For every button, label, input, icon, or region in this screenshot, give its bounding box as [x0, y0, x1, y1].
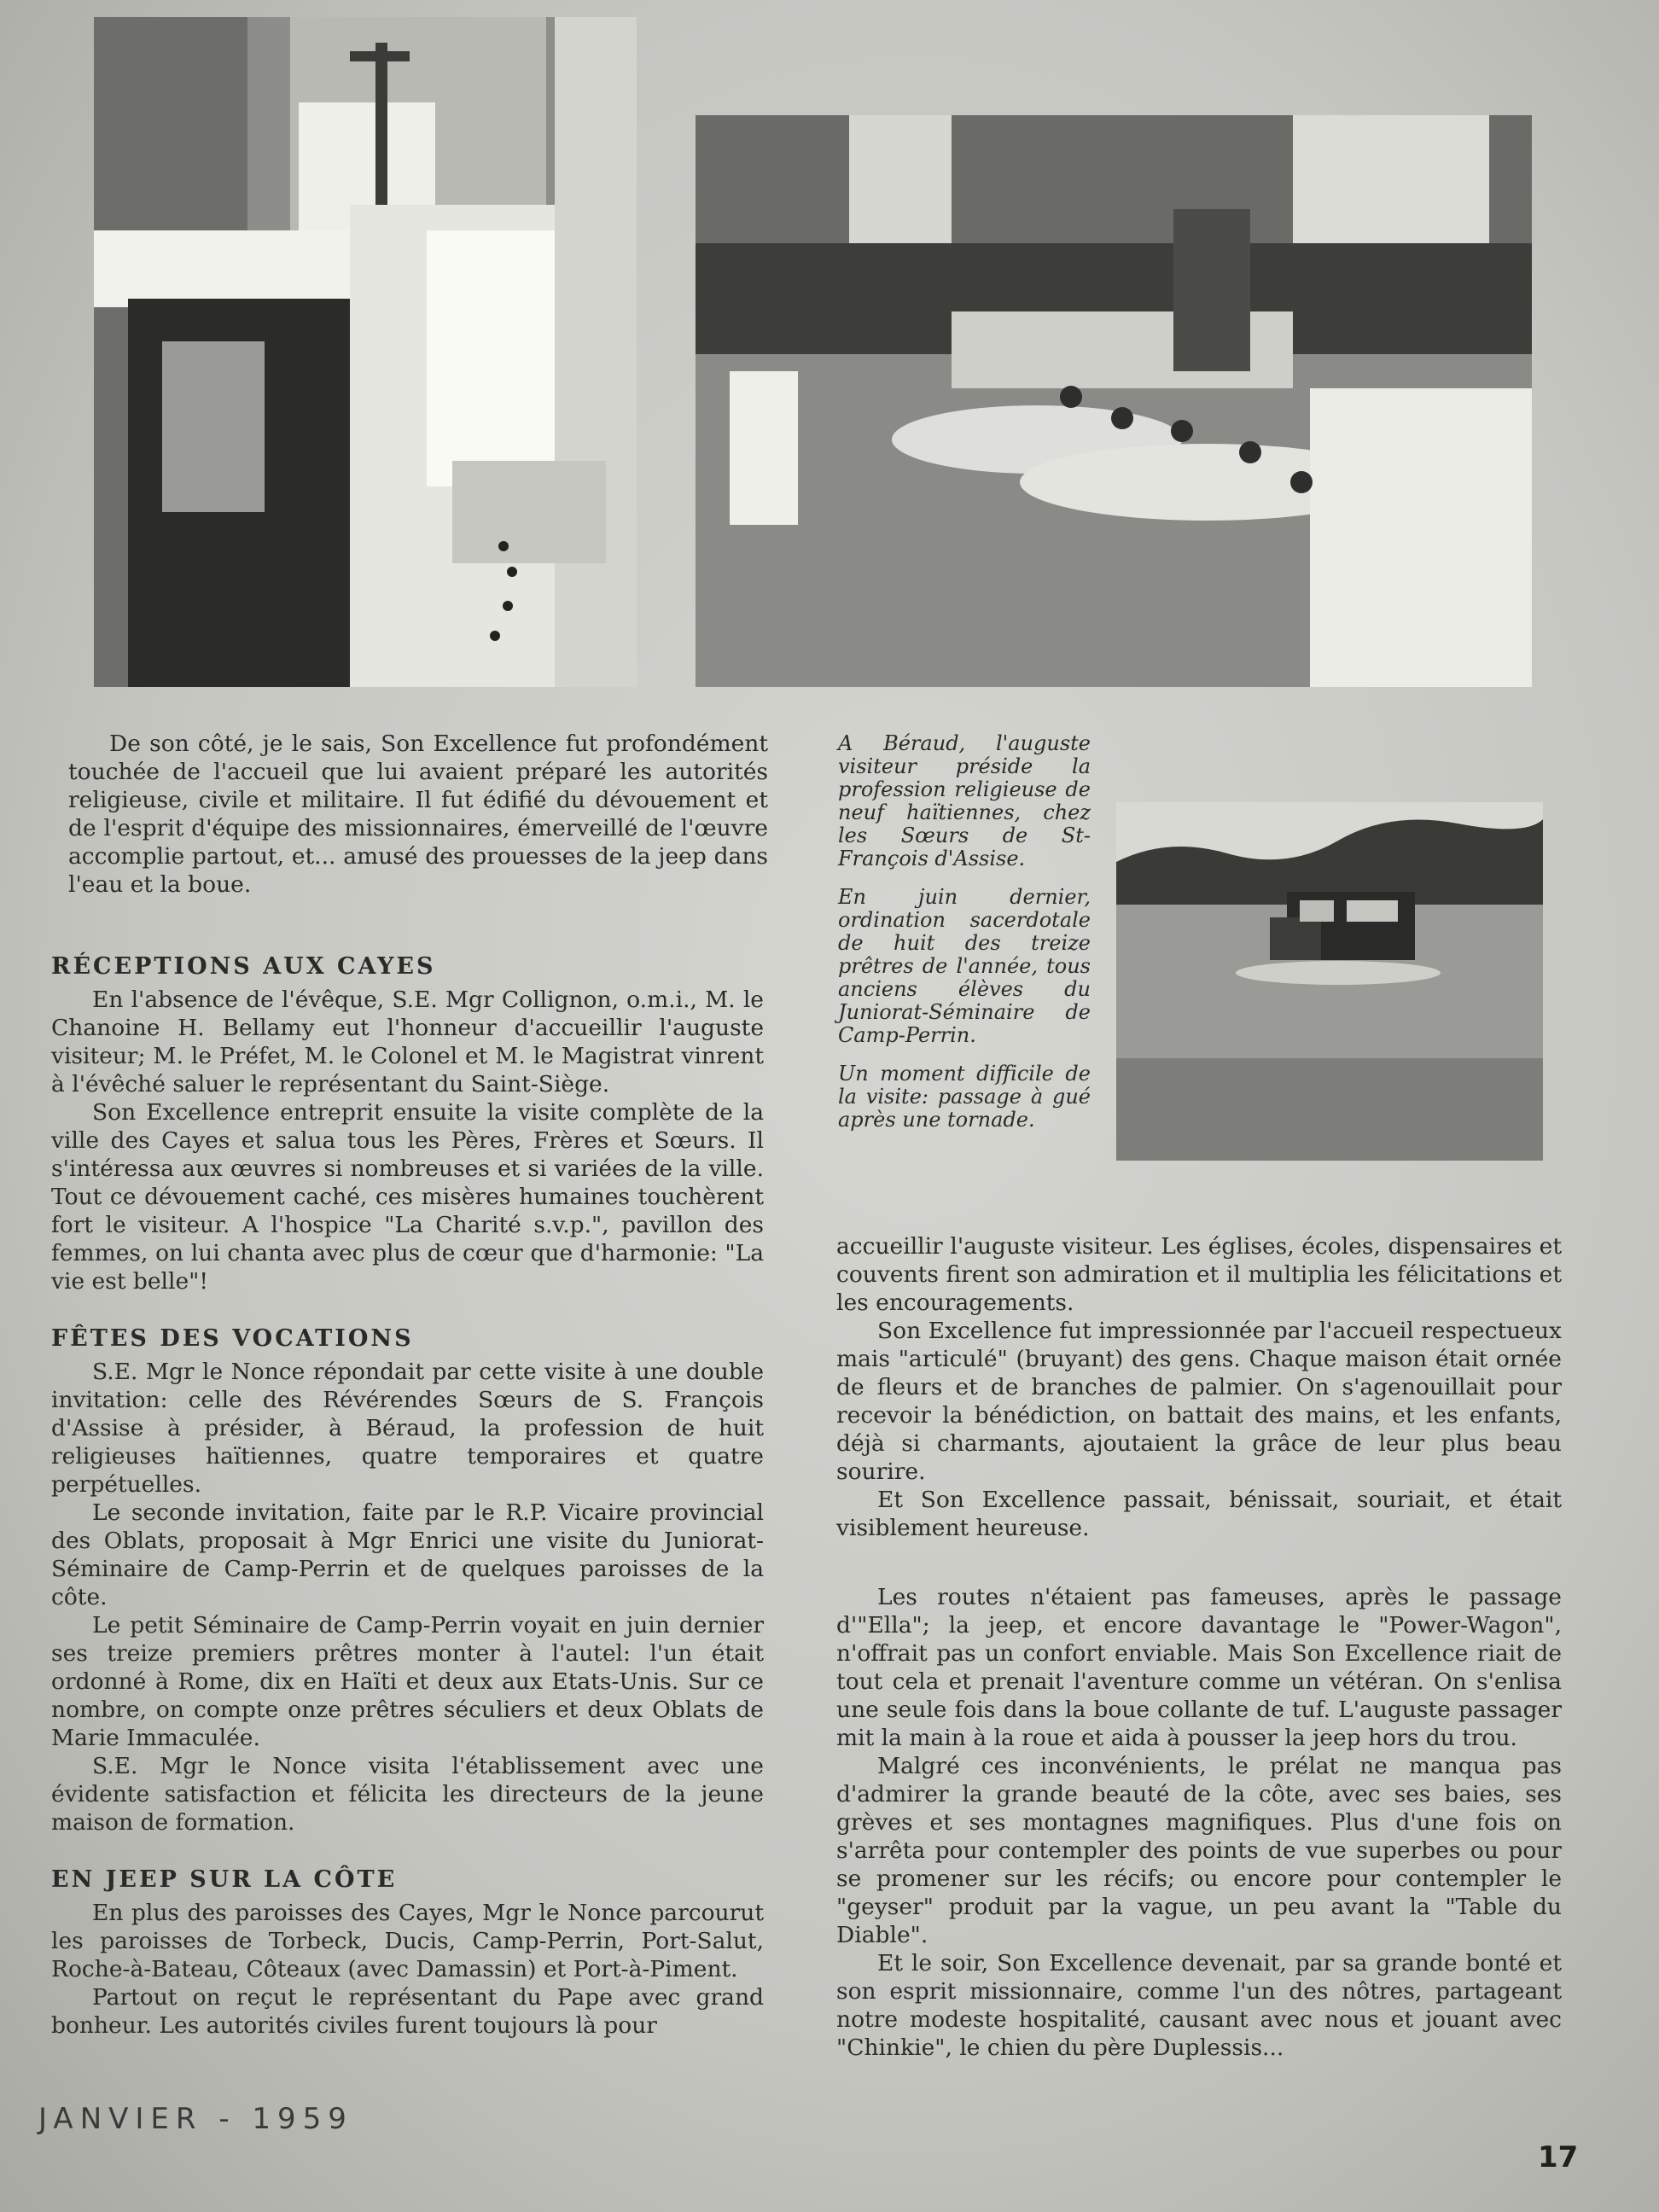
receptions-paragraph-1: En l'absence de l'évêque, S.E. Mgr Collignon, o.m.i., M. le Chanoine H. Bellamy eut l'honneur d'accueillir l'auguste visiteur; M. le Préfet, M. le Colonel et M. le Magistrat vinrent à l'évêché saluer le représentant du Saint-Siège.	[51, 987, 764, 1097]
right-column-lower	[836, 1583, 1562, 2062]
jeep-fording-water-photo	[1116, 802, 1543, 1161]
vocations-paragraph-3: Le petit Séminaire de Camp-Perrin voyait en juin dernier ses treize premiers prêtres monter à l'autel: l'un était ordonné à Rome, dix en Haïti et deux aux Etats-Unis. Sur ce nombre, on compte onze prêtres séculiers et deux Oblats de Marie Immaculée.	[51, 1612, 764, 1751]
section-heading-receptions: RÉCEPTIONS AUX CAYES	[51, 953, 436, 980]
intro-paragraph: De son côté, je le sais, Son Excellence fut profondément touchée de l'accueil que lui avaient préparé les autorités religieuse, civile et militaire. Il fut édifié du dévouement et de l'esprit d'équipe des missionnaires, émerveillé de l'œuvre accomplie partout, et... amusé des prouesses de la jeep dans l'eau et la boue.	[68, 731, 768, 898]
right-paragraph-5: Malgré ces inconvénients, le prélat ne manqua pas d'admirer la grande beauté de la côte, avec ses baies, ses grèves et ses montagnes magnifiques. Plus d'une fois on s'arrêta pour contempler des points de vue superbes ou pour se promener sur les récifs; ou encore pour contempler le "geyser" produit par la vague, un peu avant la "Table du Diable".	[836, 1753, 1562, 1948]
issue-date: JANVIER - 1959	[38, 2102, 353, 2136]
priest-at-altar-photo	[94, 17, 637, 687]
vocations-paragraph-2: Le seconde invitation, faite par le R.P. Vicaire provincial des Oblats, proposait à Mgr Enrici une visite du Juniorat-Séminaire de Camp-Perrin et de quelques paroisses de la côte.	[51, 1499, 764, 1610]
intro-text	[68, 730, 768, 899]
photo-captions	[838, 732, 1091, 1147]
caption-profession: A Béraud, l'auguste visiteur préside la profession religieuse de neuf haïtiennes, chez les Sœurs de St-François d'Assise.	[838, 731, 1091, 870]
section-heading-jeep: EN JEEP SUR LA CÔTE	[51, 1866, 398, 1893]
left-column	[51, 923, 764, 2040]
jeep-paragraph-2: Partout on reçut le représentant du Pape avec grand bonheur. Les autorités civiles furent toujours là pour	[51, 1984, 764, 2039]
right-paragraph-6: Et le soir, Son Excellence devenait, par sa grande bonté et son esprit missionnaire, comme l'un des nôtres, partageant notre modeste hospitalité, causant avec nous et jouant avec "Chinkie", le chien du père Duplessis...	[836, 1950, 1562, 2061]
receptions-paragraph-2: Son Excellence entreprit ensuite la visite complète de la ville des Cayes et salua tous les Pères, Frères et Sœurs. Il s'intéressa aux œuvres si nombreuses et si variées de la ville. Tout ce dévouement caché, ces misères humaines touchèrent fort le visiteur. A l'hospice "La Charité s.v.p.", pavillon des femmes, on lui chanta avec plus de cœur que d'harmonie: "La vie est belle"!	[51, 1099, 764, 1295]
vocations-paragraph-1: S.E. Mgr le Nonce répondait par cette visite à une double invitation: celle des Révérendes Sœurs de S. François d'Assise à présider, à Béraud, la profession de huit religieuses haïtiennes, quatre temporaires et quatre perpétuelles.	[51, 1359, 764, 1498]
profession-ceremony-photo	[696, 115, 1532, 687]
caption-ordination: En juin dernier, ordination sacerdotale de huit des treize prêtres de l'année, tous anciens élèves du Juniorat-Séminaire de Camp-Perrin.	[838, 885, 1091, 1047]
caption-ford: Un moment difficile de la visite: passage à gué après une tornade.	[838, 1062, 1091, 1132]
jeep-paragraph-1: En plus des paroisses des Cayes, Mgr le Nonce parcourut les paroisses de Torbeck, Ducis, Camp-Perrin, Port-Salut, Roche-à-Bateau, Côteaux (avec Damassin) et Port-à-Piment.	[51, 1900, 764, 1982]
right-paragraph-3: Et Son Excellence passait, bénissait, souriait, et était visiblement heureuse.	[836, 1487, 1562, 1541]
right-paragraph-4: Les routes n'étaient pas fameuses, après le passage d'"Ella"; la jeep, et encore davantage le "Power-Wagon", n'offrait pas un confort enviable. Mais Son Excellence riait de tout cela et prenait l'aventure comme un vétéran. On s'enlisa une seule fois dans la boue collante de tuf. L'auguste passager mit la main à la roue et aida à pousser la jeep hors du trou.	[836, 1584, 1562, 1751]
section-heading-vocations: FÊTES DES VOCATIONS	[51, 1325, 414, 1352]
right-paragraph-1: accueillir l'auguste visiteur. Les églises, écoles, dispensaires et couvents firent son admiration et il multiplia les félicitations et les encouragements.	[836, 1233, 1562, 1316]
page-number: 17	[1538, 2140, 1579, 2174]
right-paragraph-2: Son Excellence fut impressionnée par l'accueil respectueux mais "articulé" (bruyant) des gens. Chaque maison était ornée de fleurs et de branches de palmier. On s'agenouillait pour recevoir la bénédiction, on battait des mains, et les enfants, déjà si charmants, ajoutaient la grâce de leur plus beau sourire.	[836, 1318, 1562, 1485]
right-column	[836, 1232, 1562, 2062]
vocations-paragraph-4: S.E. Mgr le Nonce visita l'établissement avec une évidente satisfaction et félicita les directeurs de la jeune maison de formation.	[51, 1753, 764, 1836]
